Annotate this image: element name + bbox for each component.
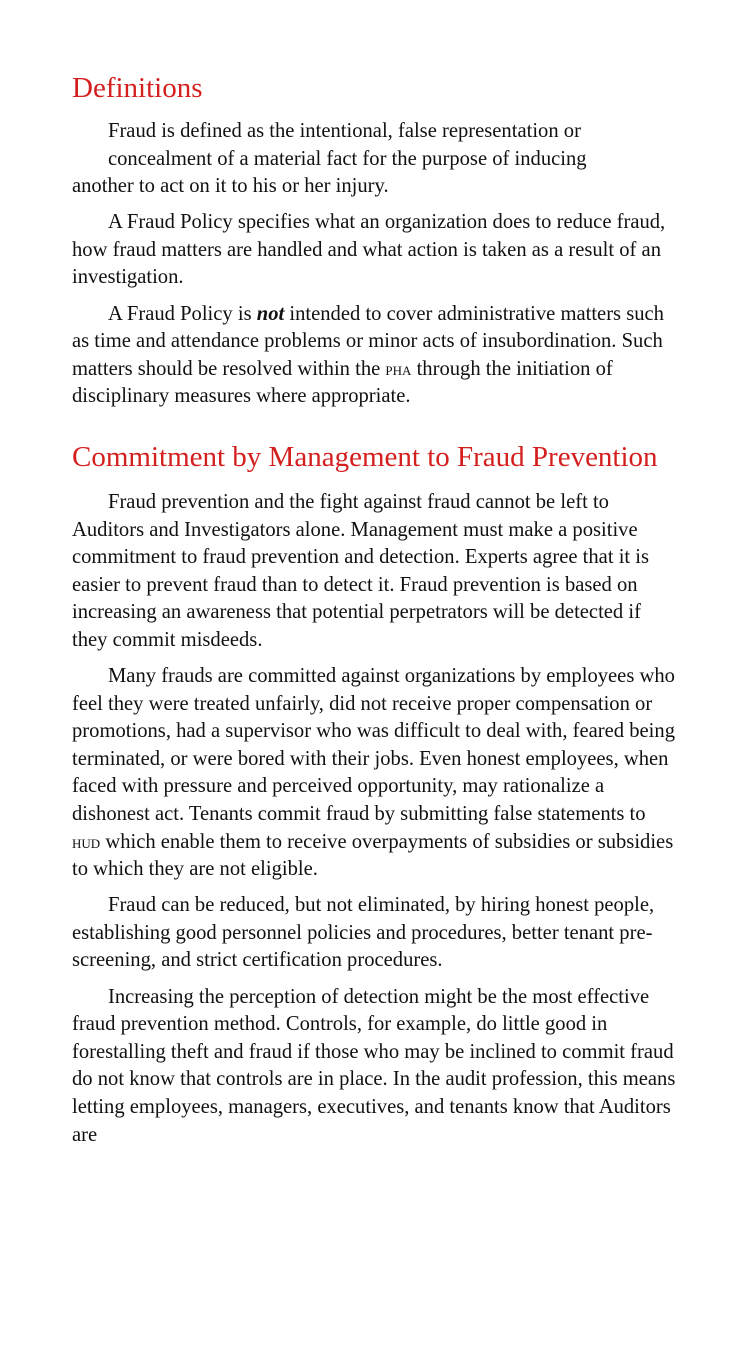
- section-heading-definitions: Definitions: [72, 72, 203, 104]
- abbr-hud: hud: [72, 831, 101, 853]
- paragraph-line: another to act on it to his or her injury.: [72, 175, 389, 198]
- abbr-pha: pha: [385, 358, 412, 380]
- text-run: A Fraud Policy is: [108, 302, 257, 325]
- paragraph-perception-detection: Increasing the perception of detection might be the most effective fraud prevention method. Controls, for example, do little good in forestalling theft and fraud if those who may be inclined to commit fraud do not know that controls are in place. In the audit profession, this means letting employees, managers, executives, and tenants know that Auditors are: [72, 985, 676, 1146]
- paragraph-line: Fraud is defined as the intentional, false representation or: [108, 120, 581, 142]
- paragraph-fraud-policy-scope: [72, 301, 677, 411]
- paragraph-line: concealment of a material fact for the purpose of inducing: [108, 147, 587, 170]
- text-run: intended to cover administrative matters such as time and attendance problems or minor acts of insubordination. Such matters should be resolved within the: [72, 302, 664, 380]
- paragraph-fraud-reduced: Fraud can be reduced, but not eliminated, by hiring honest people, establishing good personnel policies and procedures, better tenant pre-screening, and strict certification procedures.: [72, 894, 655, 972]
- paragraph-fraud-policy: A Fraud Policy specifies what an organization does to reduce fraud, how fraud matters are handled and what action is taken as a result of an investigation.: [72, 211, 666, 289]
- text-run: through the initiation of disciplinary measures where appropriate.: [72, 357, 613, 408]
- paragraph-many-frauds: [72, 663, 677, 884]
- emphasis-not: not: [256, 302, 285, 325]
- document-page: [72, 70, 677, 1158]
- text-run: which enable them to receive overpayments of subsidies or subsidies to which they are not eligible.: [72, 830, 674, 881]
- section-heading-commitment: Commitment by Management to Fraud Prevention: [72, 440, 658, 473]
- paragraph-fraud-prevention: Fraud prevention and the fight against fraud cannot be left to Auditors and Investigators alone. Management must make a positive commitment to fraud prevention and detection. Experts agree that it is easier to prevent fraud than to detect it. Fraud prevention is based on increasing an awareness that potential perpetrators will be detected if they commit misdeeds.: [72, 490, 650, 651]
- text-run: Many frauds are committed against organizations by employees who feel they were treated unfairly, did not receive proper compensation or promotions, had a supervisor who was difficult to deal with, feared being terminated, or were bored with their jobs. Even honest employees, when faced with pressure and perceived opportunity, may rationalize a dishonest act. Tenants commit fraud by submitting false statements to: [72, 665, 675, 825]
- paragraph-fraud-definition: [72, 118, 677, 201]
